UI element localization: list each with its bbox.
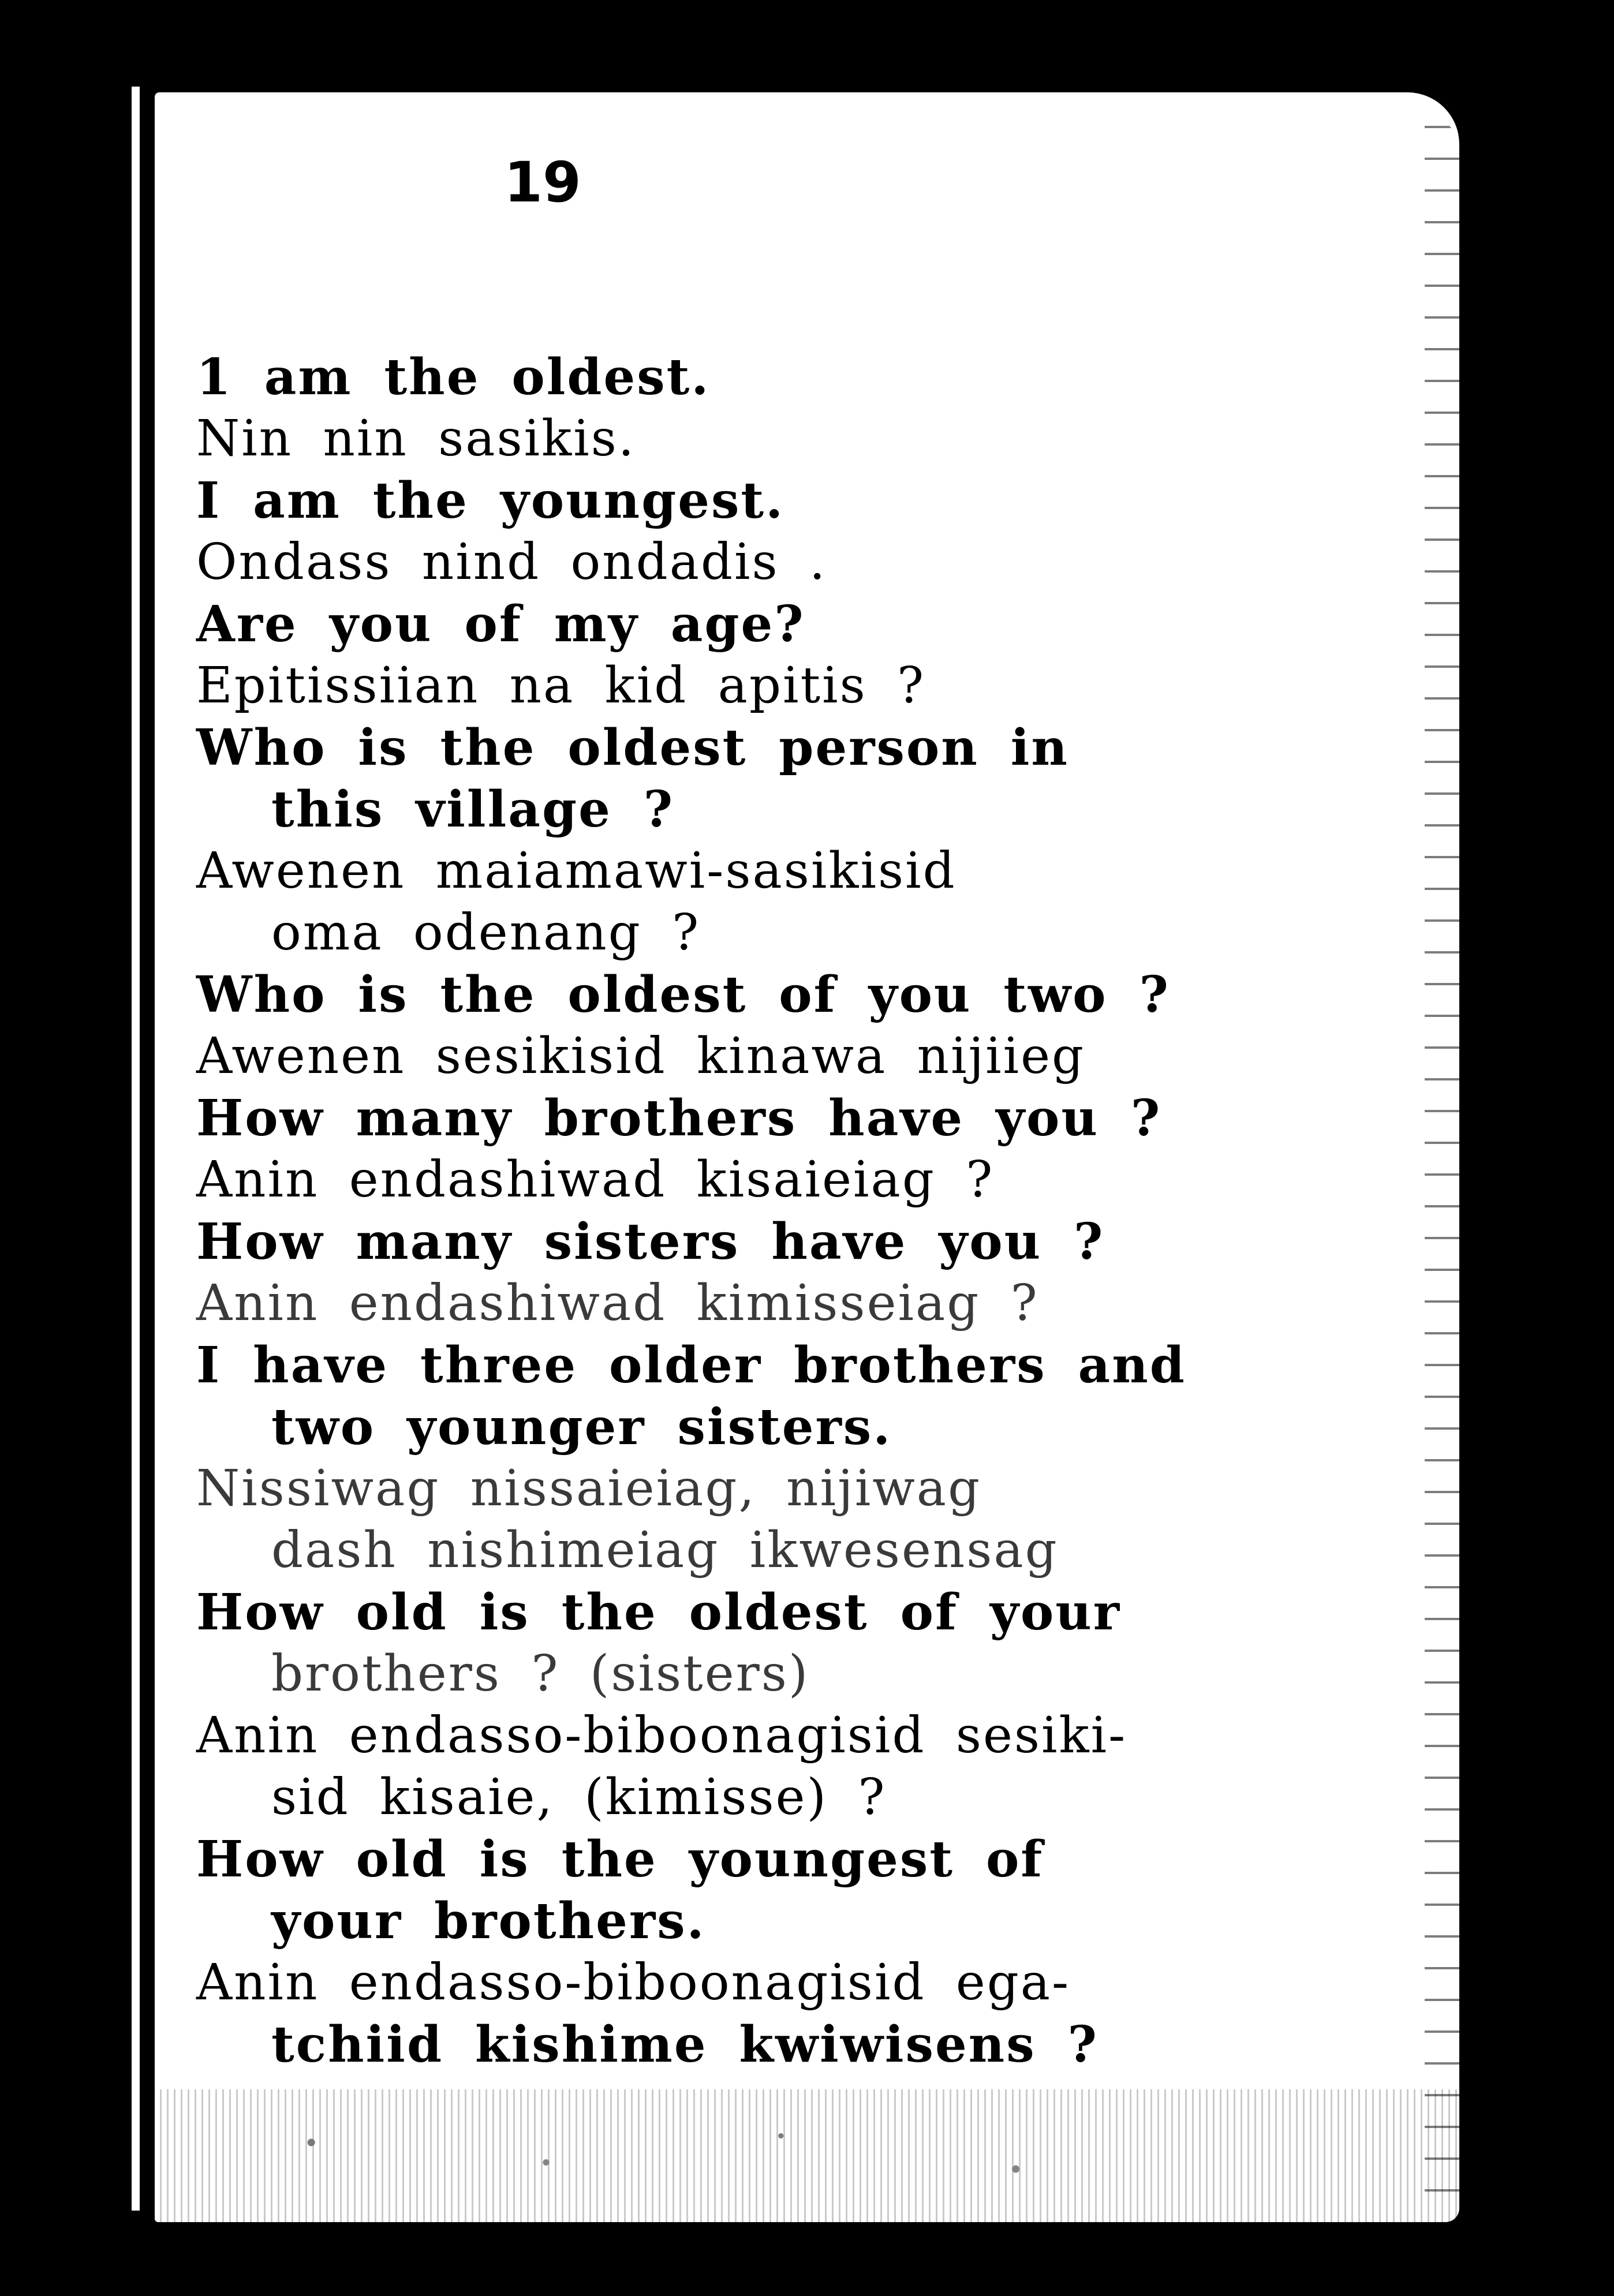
text-line: Nin nin sasikis. <box>196 410 636 468</box>
text-line: 1 am the oldest. <box>196 348 711 406</box>
text-line: Anin endasso-biboonagisid ega- <box>196 1954 1071 2011</box>
text-line: I have three older brothers and <box>196 1336 1186 1394</box>
text-line: this village ? <box>271 780 675 839</box>
text-line: I am the youngest. <box>196 472 785 530</box>
text-line: dash nishimeiag ikwesensag <box>271 1521 1059 1579</box>
text-line: oma odenang ? <box>271 904 701 962</box>
text-line: Who is the oldest of you two ? <box>196 966 1170 1024</box>
text-line: tchiid kishime kwiwisens ? <box>271 2015 1099 2074</box>
text-line: How many brothers have you ? <box>196 1089 1162 1147</box>
text-line: How many sisters have you ? <box>196 1213 1105 1271</box>
page-margin-rule <box>132 87 140 2211</box>
text-line: Are you of my age? <box>196 595 805 653</box>
phrase-list <box>196 346 1328 2076</box>
text-line: Nissiwag nissaieiag, nijiwag <box>196 1460 982 1517</box>
text-line: Who is the oldest person in <box>196 719 1069 777</box>
text-line: Anin endashiwad kisaieiag ? <box>196 1151 995 1209</box>
text-line: Anin endasso-biboonagisid sesiki- <box>196 1707 1127 1764</box>
text-line: Epitissiian na kid apitis ? <box>196 657 926 715</box>
page-edge-shading <box>1425 115 1459 2205</box>
text-line: brothers ? (sisters) <box>271 1645 810 1703</box>
text-line: sid kisaie, (kimisse) ? <box>271 1768 887 1826</box>
text-line: two younger sisters. <box>271 1398 892 1456</box>
text-line: Anin endashiwad kimisseiag ? <box>196 1274 1039 1332</box>
text-line: Awenen sesikisid kinawa nijiieg <box>196 1027 1086 1085</box>
text-line: How old is the youngest of <box>196 1830 1044 1889</box>
text-line: Ondass nind ondadis . <box>196 533 827 591</box>
page-bottom-smudge <box>155 2089 1459 2222</box>
text-line: How old is the oldest of your <box>196 1583 1122 1641</box>
text-line: Awenen maiamawi-sasikisid <box>196 842 957 900</box>
page-number: 19 <box>504 150 581 215</box>
text-line: your brothers. <box>271 1892 706 1950</box>
